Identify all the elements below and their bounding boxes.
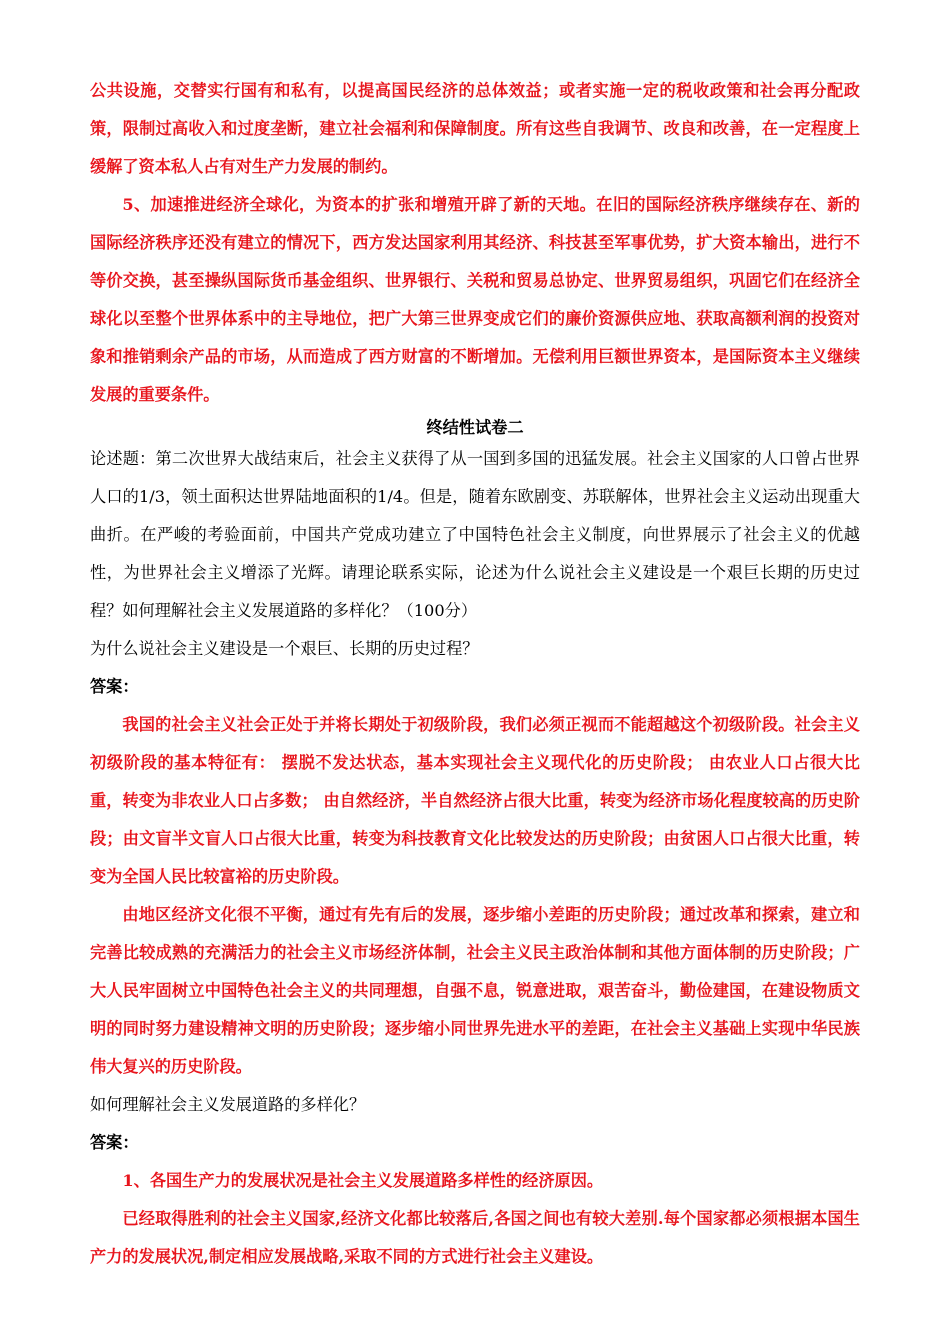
answer-label-1: 答案：	[90, 677, 139, 696]
paragraph-continued-2: 5、加速推进经济全球化，为资本的扩张和增殖开辟了新的天地。在旧的国际经济秩序继续存在、新的国际经济秩序还没有建立的情况下，西方发达国家利用其经济、科技甚至军事优势，扩大资本输出，进行不等价交换，甚至操纵国际货币基金组织、世界银行、关税和贸易总协定、世界贸易组织，巩固它们在经济全球化以至整个世界体系中的主导地位，把广大第三世界变成它们的廉价资源供应地、获取高额利润的投资对象和推销剩余产品的市场，从而造成了西方财富的不断增加。无偿利用巨额世界资本，是国际资本主义继续发展的重要条件。	[90, 195, 860, 404]
sub-question-1: 为什么说社会主义建设是一个艰巨、长期的历史过程？	[90, 639, 479, 658]
document-page	[90, 72, 860, 1276]
sub-question-2: 如何理解社会主义发展道路的多样化？	[90, 1095, 366, 1114]
answer-2-paragraph-2: 已经取得胜利的社会主义国家,经济文化都比较落后,各国之间也有较大差别.每个国家都必须根据本国生产力的发展状况,制定相应发展战略,采取不同的方式进行社会主义建设。	[90, 1209, 860, 1266]
exam-question: 论述题：第二次世界大战结束后，社会主义获得了从一国到多国的迅猛发展。社会主义国家的人口曾占世界人口的1/3，领土面积达世界陆地面积的1/4。但是，随着东欧剧变、苏联解体，世界社会主义运动出现重大曲折。在严峻的考验面前，中国共产党成功建立了中国特色社会主义制度，向世界展示了社会主义的优越性，为世界社会主义增添了光辉。请理论联系实际，论述为什么说社会主义建设是一个艰巨长期的历史过程？如何理解社会主义发展道路的多样化？（100分）	[90, 449, 860, 620]
exam-title: 终结性试卷二	[426, 418, 524, 437]
answer-1-paragraph-1: 我国的社会主义社会正处于并将长期处于初级阶段，我们必须正视而不能超越这个初级阶段。社会主义初级阶段的基本特征有： 摆脱不发达状态，基本实现社会主义现代化的历史阶段； 由农业人口占很大比重，转变为非农业人口占多数； 由自然经济，半自然经济占很大比重，转变为经济市场化程度较高的历史阶段；由文盲半文盲人口占很大比重，转变为科技教育文化比较发达的历史阶段；由贫困人口占很大比重，转变为全国人民比较富裕的历史阶段。	[90, 715, 860, 886]
answer-2-paragraph-1: 1、各国生产力的发展状况是社会主义发展道路多样性的经济原因。	[122, 1171, 604, 1190]
answer-1-paragraph-2: 由地区经济文化很不平衡，通过有先有后的发展，逐步缩小差距的历史阶段；通过改革和探索，建立和完善比较成熟的充满活力的社会主义市场经济体制，社会主义民主政治体制和其他方面体制的历史阶段；广大人民牢固树立中国特色社会主义的共同理想，自强不息，锐意进取，艰苦奋斗，勤俭建国，在建设物质文明的同时努力建设精神文明的历史阶段；逐步缩小同世界先进水平的差距，在社会主义基础上实现中华民族伟大复兴的历史阶段。	[90, 905, 860, 1076]
paragraph-continued-1: 公共设施，交替实行国有和私有，以提高国民经济的总体效益；或者实施一定的税收政策和社会再分配政策，限制过高收入和过度垄断，建立社会福利和保障制度。所有这些自我调节、改良和改善，在一定程度上缓解了资本私人占有对生产力发展的制约。	[90, 81, 860, 176]
answer-label-2: 答案：	[90, 1133, 139, 1152]
